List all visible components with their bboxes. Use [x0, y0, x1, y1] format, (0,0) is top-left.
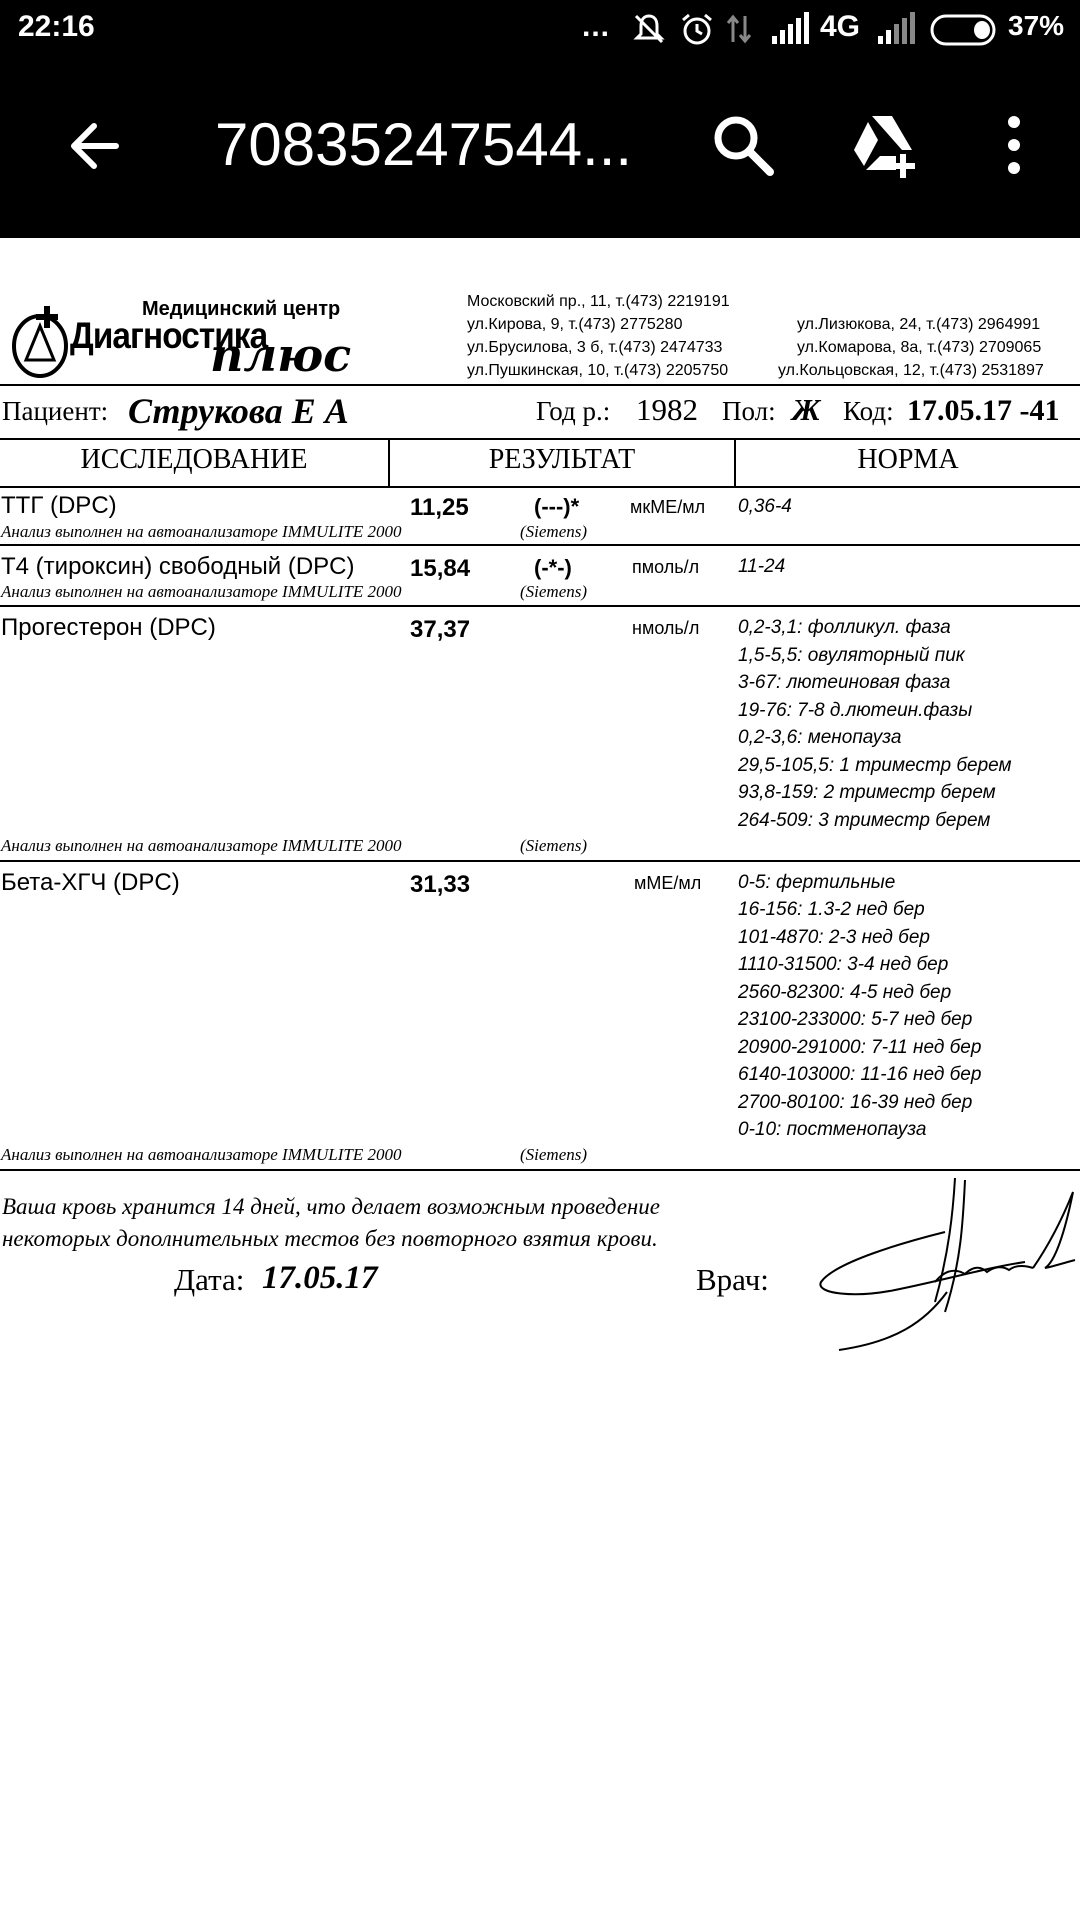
analyzer-note: Анализ выполнен на автоанализаторе IMMULITE 2000 — [1, 1145, 402, 1164]
divider — [0, 605, 1080, 607]
birth-year: 1982 — [636, 392, 698, 427]
test-value: 15,84 — [410, 555, 471, 582]
back-arrow-icon[interactable] — [66, 116, 126, 176]
drive-add-icon[interactable] — [850, 112, 922, 180]
analyzer-note: Анализ выполнен на автоанализаторе IMMULITE 2000 — [1, 836, 402, 855]
code-label: Код: — [843, 396, 894, 426]
test-name: Прогестерон (DPC) — [1, 614, 216, 641]
norm-line: 1,5-5,5: овуляторный пик — [738, 645, 965, 666]
norm-line: 0-5: фертильные — [738, 872, 896, 893]
logo-script: плюс — [210, 328, 352, 382]
status-bar — [0, 0, 1080, 60]
test-unit: мкМЕ/мл — [630, 497, 706, 517]
doctor-label: Врач: — [696, 1262, 769, 1297]
column-header-result: РЕЗУЛЬТАТ — [488, 444, 636, 475]
norm-line: 93,8-159: 2 триместр берем — [738, 782, 996, 803]
test-value: 37,37 — [410, 616, 471, 643]
date-value: 17.05.17 — [262, 1260, 378, 1296]
norm-line: 2560-82300: 4-5 нед бер — [738, 982, 952, 1003]
norm-line: 0,2-3,6: менопауза — [738, 727, 902, 748]
divider — [0, 486, 1080, 488]
address-line: ул.Брусилова, 3 б, т.(473) 2474733 — [467, 339, 723, 356]
analyzer-note: Анализ выполнен на автоанализаторе IMMULITE 2000 — [1, 582, 402, 601]
norm-line: 11-24 — [738, 556, 786, 577]
column-divider — [388, 438, 390, 486]
column-header-norm: НОРМА — [857, 444, 959, 475]
app-bar — [0, 60, 1080, 238]
sex-label: Пол: — [722, 396, 776, 426]
storage-note: некоторых дополнительных тестов без повторного взятия крови. — [2, 1226, 658, 1251]
divider — [0, 384, 1080, 386]
test-unit: мМЕ/мл — [634, 873, 702, 893]
analyzer-vendor: (Siemens) — [520, 582, 588, 601]
norm-line: 0,36-4 — [738, 496, 792, 517]
divider — [0, 860, 1080, 862]
norm-line: 1110-31500: 3-4 нед бер — [738, 954, 949, 975]
address-line: ул.Кирова, 9, т.(473) 2775280 — [467, 316, 683, 333]
divider — [0, 544, 1080, 546]
clinic-logo-icon — [10, 300, 70, 378]
test-name: Бета-ХГЧ (DPC) — [1, 869, 180, 896]
norm-line: 23100-233000: 5-7 нед бер — [738, 1009, 973, 1030]
more-vert-icon[interactable] — [996, 110, 1032, 180]
address-line: ул.Лизюкова, 24, т.(473) 2964991 — [797, 316, 1041, 333]
test-name: Т4 (тироксин) свободный (DPC) — [1, 553, 355, 580]
column-header-study: ИССЛЕДОВАНИЕ — [80, 444, 308, 475]
test-flag: (-*-) — [534, 555, 572, 580]
norm-line: 264-509: 3 триместр берем — [738, 810, 991, 831]
storage-note: Ваша кровь хранится 14 дней, что делает возможным проведение — [2, 1194, 661, 1219]
battery-percent: 37% — [1008, 10, 1065, 41]
status-time: 22:16 — [18, 10, 95, 43]
norm-line: 16-156: 1.3-2 нед бер — [738, 899, 925, 920]
patient-label: Пациент: — [2, 396, 109, 426]
norm-line: 0-10: постменопауза — [738, 1119, 927, 1140]
patient-name: Струкова Е А — [128, 391, 349, 431]
address-line: ул.Пушкинская, 10, т.(473) 2205750 — [467, 362, 729, 379]
status-more-dots: ... — [582, 10, 611, 43]
test-value: 31,33 — [410, 871, 471, 898]
test-value: 11,25 — [410, 494, 469, 521]
date-label: Дата: — [174, 1262, 245, 1297]
test-flag: (---)* — [534, 494, 580, 519]
norm-line: 29,5-105,5: 1 триместр берем — [738, 755, 1012, 776]
code-value: 17.05.17 -41 — [907, 394, 1060, 427]
norm-line: 3-67: лютеиновая фаза — [738, 672, 951, 693]
column-divider — [734, 438, 736, 486]
divider — [0, 438, 1080, 440]
data-arrows-icon — [726, 12, 752, 46]
test-unit: пмоль/л — [632, 557, 700, 577]
norm-line: 6140-103000: 11-16 нед бер — [738, 1064, 982, 1085]
doctor-signature — [815, 1172, 1077, 1352]
norm-line: 19-76: 7-8 д.лютеин.фазы — [738, 700, 973, 721]
battery-icon — [930, 14, 1000, 46]
logo-subtitle: Медицинский центр — [142, 298, 341, 320]
analyzer-note: Анализ выполнен на автоанализаторе IMMULITE 2000 — [1, 522, 402, 541]
analyzer-vendor: (Siemens) — [520, 522, 588, 541]
address-line: ул.Комарова, 8а, т.(473) 2709065 — [797, 339, 1042, 356]
address-line: Московский пр., 11, т.(473) 2219191 — [467, 293, 730, 310]
analyzer-vendor: (Siemens) — [520, 1145, 588, 1164]
norm-line: 20900-291000: 7-11 нед бер — [738, 1037, 982, 1058]
file-title: 70835247544... — [215, 111, 633, 178]
birth-year-label: Год р.: — [536, 396, 611, 426]
mute-icon — [632, 12, 666, 46]
sex-value: Ж — [792, 392, 821, 427]
search-icon[interactable] — [710, 112, 776, 178]
norm-line: 101-4870: 2-3 нед бер — [738, 927, 931, 948]
address-line: ул.Кольцовская, 12, т.(473) 2531897 — [778, 362, 1044, 379]
analyzer-vendor: (Siemens) — [520, 836, 588, 855]
alarm-icon — [680, 12, 714, 46]
divider — [0, 1169, 1080, 1171]
network-type: 4G — [820, 10, 861, 43]
test-unit: нмоль/л — [632, 618, 700, 638]
norm-line: 2700-80100: 16-39 нед бер — [738, 1092, 973, 1113]
signal-icon — [876, 12, 916, 46]
signal-icon — [770, 12, 810, 46]
norm-line: 0,2-3,1: фолликул. фаза — [738, 617, 951, 638]
test-name: ТТГ (DPC) — [1, 492, 117, 519]
logo-name: Диагностика — [70, 315, 268, 356]
